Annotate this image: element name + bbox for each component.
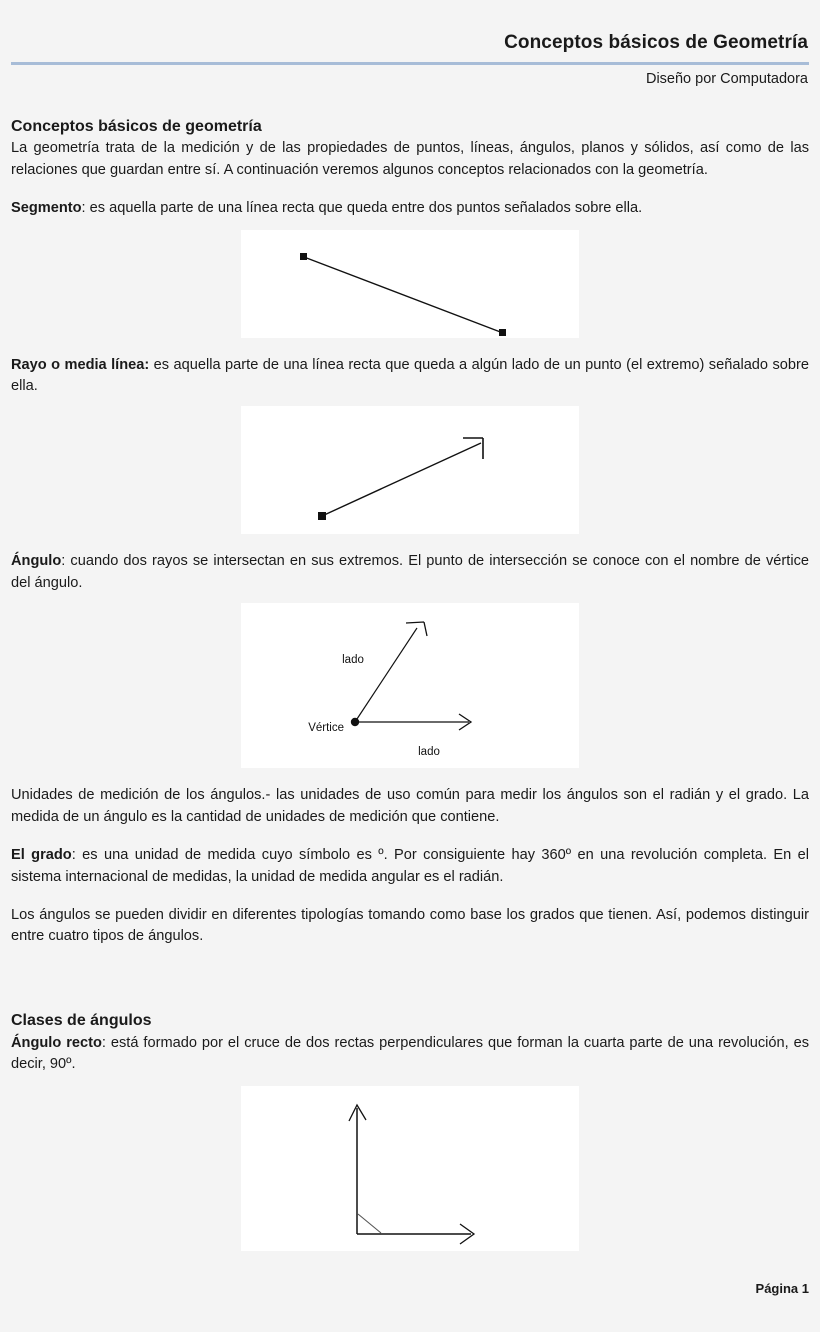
angle-label-lower-side: lado — [418, 746, 440, 759]
header-divider — [11, 62, 809, 65]
ray-diagram — [241, 406, 579, 534]
heading-conceptos-basicos: Conceptos básicos de geometría — [11, 117, 262, 135]
header-title: Conceptos básicos de Geometría — [504, 32, 808, 53]
page-number-label: Página 1 — [755, 1281, 809, 1296]
term-rayo: Rayo o media línea: — [11, 356, 150, 373]
segment-diagram — [241, 230, 579, 338]
paragraph-el-grado — [11, 845, 809, 888]
angle-label-upper-side: lado — [342, 654, 364, 667]
definition-el-grado: : es una unidad de medida cuyo símbolo es º. Por consiguiente hay 360º en una revolución completa. En el sistema internacional de medidas, la unidad de medida angular es el radián. — [11, 847, 809, 885]
angle-label-vertex: Vértice — [308, 722, 344, 735]
angle-upper-ray — [355, 628, 417, 722]
term-angulo-recto: Ángulo recto — [11, 1034, 102, 1051]
page-header — [11, 0, 809, 89]
definition-angulo-recto: : está formado por el cruce de dos rectas perpendiculares que forman la cuarta parte de una revolución, es decir, 90º. — [11, 1034, 809, 1072]
page-footer — [11, 1281, 809, 1296]
paragraph-angulo-recto — [11, 1033, 809, 1076]
ray-endpoint-dot — [318, 512, 326, 520]
segment-endpoint-end — [499, 329, 506, 336]
right-angle-marker — [358, 1214, 381, 1233]
paragraph-intro: La geometría trata de la medición y de las propiedades de puntos, líneas, ángulos, planos y sólidos, así como de las relaciones que guardan entre sí. A continuación veremos algunos conceptos relacionados con la geometría. — [11, 140, 809, 178]
paragraph-tipologias: Los ángulos se pueden dividir en diferentes tipologías tomando como base los grados que tienen. Así, podemos distinguir entre cuatro tipos de ángulos. — [11, 907, 809, 945]
header-subtitle: Diseño por Computadora — [645, 70, 808, 87]
definition-angulo: : cuando dos rayos se intersectan en sus extremos. El punto de intersección se conoce con el nombre de vértice del ángulo. — [11, 553, 809, 591]
definition-segmento: : es aquella parte de una línea recta que queda entre dos puntos señalados sobre ella. — [81, 200, 643, 217]
paragraph-segmento — [11, 198, 809, 219]
angle-diagram — [241, 603, 579, 768]
ray-line — [322, 443, 481, 516]
paragraph-angulo — [11, 551, 809, 594]
ray-arrowhead — [463, 438, 483, 459]
paragraph-unidades: Unidades de medición de los ángulos.- las unidades de uso común para medir los ángulos son el radián y el grado. La medida de un ángulo es la cantidad de unidades de medición que contiene. — [11, 787, 809, 825]
definition-rayo: es aquella parte de una línea recta que queda a algún lado de un punto (el extremo) señalado sobre ella. — [11, 356, 809, 394]
segment-endpoint-start — [300, 253, 307, 260]
term-el-grado: El grado — [11, 847, 72, 864]
term-angulo: Ángulo — [11, 553, 62, 570]
heading-clases-de-angulos: Clases de ángulos — [11, 1011, 152, 1029]
term-segmento: Segmento — [11, 200, 82, 217]
segment-line — [304, 257, 503, 333]
angle-vertex-dot — [351, 718, 359, 726]
right-angle-diagram — [241, 1086, 579, 1251]
document-content — [11, 116, 809, 1252]
paragraph-rayo — [11, 355, 809, 398]
